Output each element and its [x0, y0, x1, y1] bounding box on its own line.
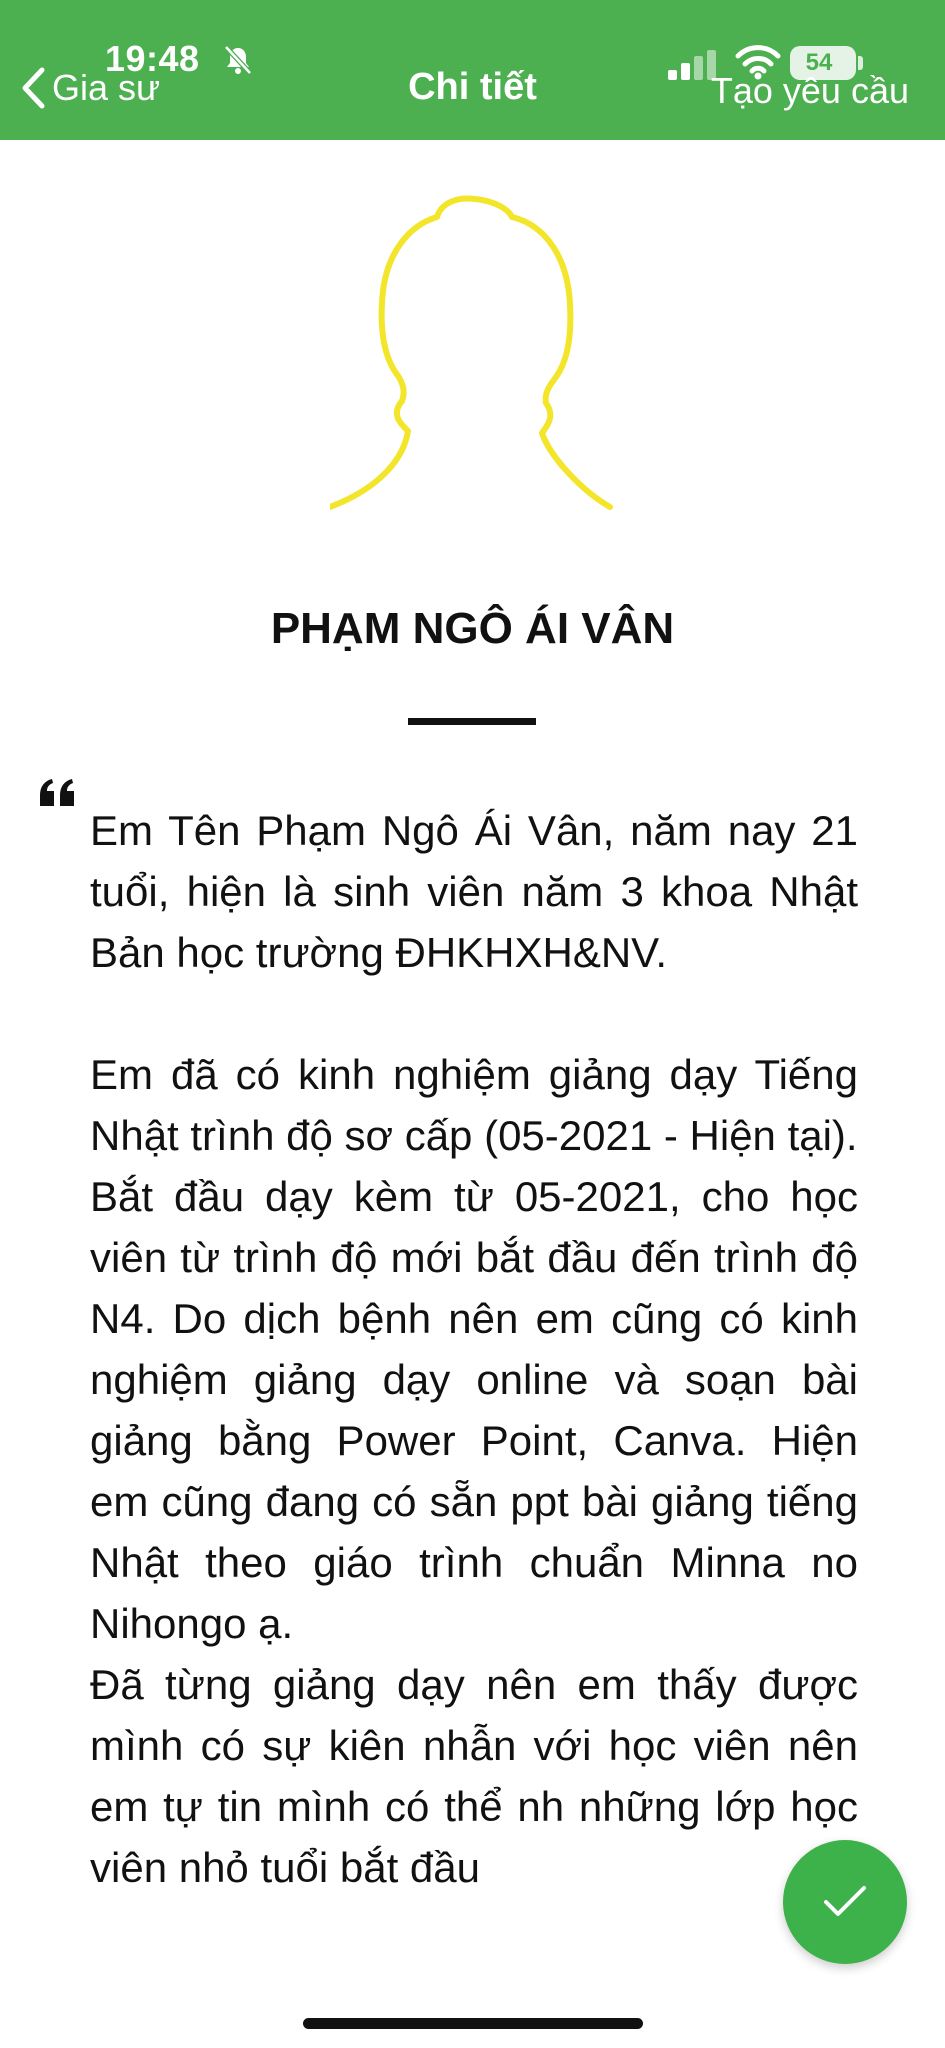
top-navigation-bar	[0, 0, 945, 140]
status-time: 19:48	[105, 38, 200, 79]
quote-open-icon	[38, 778, 76, 808]
create-request-button[interactable]: Tạo yêu cầu	[710, 70, 909, 111]
confirm-fab-button[interactable]	[783, 1840, 907, 1964]
bio-paragraph: Em Tên Phạm Ngô Ái Vân, năm nay 21 tuổi, hiện là sinh viên năm 3 khoa Nhật Bản học trường ĐHKHXH&NV.	[90, 807, 858, 976]
battery-tip	[858, 56, 863, 70]
bio-paragraph: Em đã có kinh nghiệm giảng dạy Tiếng Nhật trình độ sơ cấp (05-2021 - Hiện tại).	[90, 1051, 858, 1159]
female-silhouette-icon	[330, 195, 615, 520]
page-title: Chi tiết	[408, 66, 537, 108]
back-button-label: Gia sư	[52, 67, 161, 108]
bio-paragraph: Bắt đầu dạy kèm từ 05-2021, cho học viên từ trình độ mới bắt đầu đến trình độ N4. Do dịch bệnh nên em cũng có kinh nghiệm giảng dạy online và soạn bài giảng bằng Power Point, Canva. Hiện em cũng đang có sẵn ppt bài giảng tiếng Nhật theo giáo trình chuẩn Minna no Nihongo ạ.	[90, 1173, 858, 1647]
tutor-name: PHẠM NGÔ ÁI VÂN	[270, 604, 675, 653]
home-indicator[interactable]	[303, 2018, 643, 2029]
battery-level: 54	[805, 49, 833, 76]
tutor-bio	[90, 800, 858, 1968]
checkmark-icon	[823, 1884, 867, 1920]
bio-paragraph: Đã từng giảng dạy nên em thấy được mình có sự kiên nhẫn với học viên nên em tự tin mình có thể nh những lớp học viên nhỏ tuổi bắt đầu	[90, 1661, 858, 1891]
title-divider	[408, 718, 536, 725]
